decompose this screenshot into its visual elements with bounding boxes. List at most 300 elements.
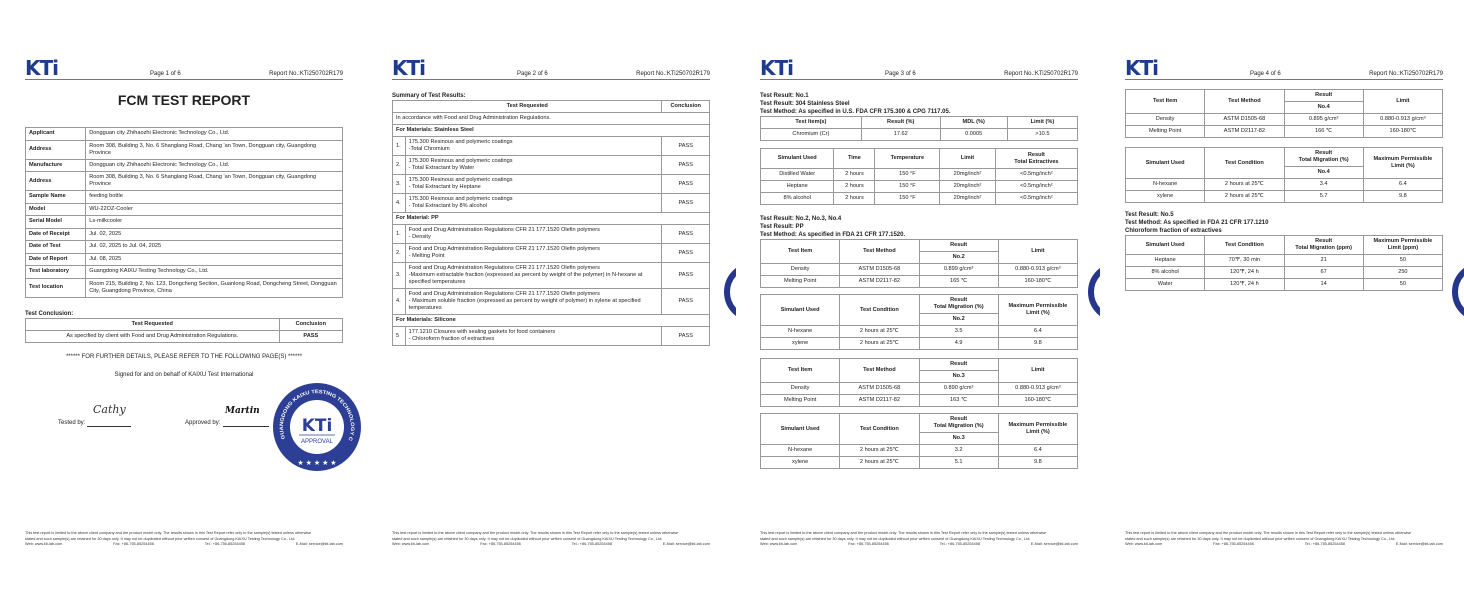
field-value: Dongguan city Zhihaozhi Electronic Technology Co., Ltd. bbox=[86, 128, 343, 141]
table-cell: 4. bbox=[393, 194, 406, 213]
table-cell: 2. bbox=[393, 156, 406, 175]
table-cell: Food and Drug Administration Regulations CFR 21 177.1520 Olefin polymers - Melting Point bbox=[405, 244, 662, 263]
field-label: Manufacture bbox=[26, 159, 86, 172]
report-page-4 bbox=[1125, 58, 1443, 548]
table-cell: MDL (%) bbox=[940, 117, 1007, 129]
table-cell: Limit bbox=[1363, 90, 1442, 114]
table-row bbox=[1126, 267, 1443, 279]
table-row bbox=[1126, 255, 1443, 267]
properties-table-no4 bbox=[1125, 89, 1443, 138]
tested-by-label: Tested by: bbox=[58, 419, 86, 426]
table-cell: Time bbox=[834, 149, 875, 169]
signed-on-behalf: Signed for and on behalf of KAIXU Test International bbox=[114, 371, 254, 378]
table-cell: 6.4 bbox=[998, 326, 1077, 338]
table-row bbox=[393, 225, 710, 244]
table-row bbox=[393, 244, 710, 263]
table-cell: Test Condition bbox=[840, 414, 919, 445]
table-cell: 67 bbox=[1284, 267, 1363, 279]
table-cell: 9.8 bbox=[1363, 191, 1442, 203]
table-cell: ASTM D1505-68 bbox=[840, 383, 919, 395]
table-row bbox=[26, 216, 343, 229]
table-cell: Test Condition bbox=[1205, 236, 1284, 255]
table-cell: 3.2 bbox=[919, 445, 998, 457]
table-cell: PASS bbox=[662, 175, 710, 194]
migration-table-no3 bbox=[760, 413, 1078, 469]
table-cell: Density bbox=[761, 383, 840, 395]
table-cell: 2 hours bbox=[834, 193, 875, 205]
spacer bbox=[1125, 203, 1443, 211]
contact-fax: Fax: +86-755-85254456 bbox=[1213, 542, 1254, 547]
field-value: Room 215, Building 2, No. 123, Dongcheng Section, Guanlong Road, Dongcheng Street, Dongguan City, Guangdong Province, China bbox=[86, 278, 343, 297]
table-row bbox=[761, 326, 1078, 338]
table-cell: Melting Point bbox=[1126, 126, 1205, 138]
conclusion-label: Test Conclusion: bbox=[25, 310, 74, 317]
table-cell: Test Item bbox=[761, 359, 840, 383]
tested-by-line bbox=[87, 426, 131, 427]
table-cell: Test Item bbox=[1126, 90, 1205, 114]
page-header bbox=[392, 58, 710, 80]
svg-text:KTi: KTi bbox=[301, 415, 333, 436]
table-row bbox=[26, 172, 343, 191]
field-label: Test location bbox=[26, 278, 86, 297]
table-cell: PASS bbox=[662, 327, 710, 346]
table-cell: ASTM D2117-82 bbox=[840, 395, 919, 407]
page-header bbox=[1125, 58, 1443, 80]
disclaimer-line: stated and such sample(s) are retained for 30 days only. It may not be duplicated without prior written consent of Guangdong KAIXU Testing Technology Co., Ltd. bbox=[1125, 536, 1396, 541]
table-cell: Simulant Used bbox=[761, 295, 840, 326]
table-cell: Limit bbox=[998, 240, 1077, 264]
table-cell: 0.895 g/cm³ bbox=[1284, 114, 1363, 126]
table-cell: Result bbox=[919, 359, 998, 371]
properties-table-no3 bbox=[760, 358, 1078, 407]
table-cell: 150 °F bbox=[875, 181, 940, 193]
table-row bbox=[393, 125, 710, 137]
field-label: Serial Model bbox=[26, 216, 86, 229]
section-row: For Materials: Silicone bbox=[393, 315, 710, 327]
table-cell: 3. bbox=[393, 263, 406, 289]
table-cell: Test Method bbox=[840, 240, 919, 264]
table-cell: No.4 bbox=[1284, 167, 1363, 179]
field-label: Address bbox=[26, 172, 86, 191]
table-cell: ASTM D2117-82 bbox=[840, 276, 919, 288]
kti-logo: KTi bbox=[1125, 56, 1158, 80]
table-cell: 8% alcohol bbox=[1126, 267, 1205, 279]
table-cell: 150 °F bbox=[875, 193, 940, 205]
table-row bbox=[761, 276, 1078, 288]
report-page-3 bbox=[760, 58, 1078, 548]
table-cell: Result (%) bbox=[861, 117, 940, 129]
extractives-table bbox=[760, 148, 1078, 205]
table-cell: 5.1 bbox=[919, 457, 998, 469]
field-label: Date of Receipt bbox=[26, 228, 86, 241]
field-value: feeding bottle bbox=[86, 191, 343, 204]
signature-area bbox=[25, 379, 356, 471]
table-cell: PASS bbox=[662, 263, 710, 289]
table-cell: Maximum Permissible Limit (%) bbox=[998, 295, 1077, 326]
field-value: Guangdong KAIXU Testing Technology Co., Ltd. bbox=[86, 266, 343, 279]
conclusion-table bbox=[25, 318, 343, 343]
table-cell: Test Requested bbox=[393, 101, 662, 113]
table-cell: 50 bbox=[1363, 255, 1442, 267]
table-cell: No.2 bbox=[919, 252, 998, 264]
table-cell: Maximum Permissible Limit (ppm) bbox=[1363, 236, 1442, 255]
table-cell: 0.899 g/cm³ bbox=[919, 264, 998, 276]
table-cell: Heptane bbox=[1126, 255, 1205, 267]
page-number: Page 4 of 6 bbox=[1250, 71, 1281, 77]
table-row bbox=[26, 203, 343, 216]
table-cell: 50 bbox=[1363, 279, 1442, 291]
table-cell: xylene bbox=[761, 338, 840, 350]
sample-info-table bbox=[25, 127, 343, 298]
table-cell: 0.890 g/cm³ bbox=[919, 383, 998, 395]
page-footer bbox=[1125, 525, 1443, 548]
table-cell: No.3 bbox=[919, 371, 998, 383]
table-row bbox=[761, 193, 1078, 205]
contact-fax: Fax: +86-755-85254456 bbox=[848, 542, 889, 547]
table-cell: 2 hours at 25℃ bbox=[840, 457, 919, 469]
spacer bbox=[1125, 138, 1443, 147]
table-row bbox=[1126, 191, 1443, 203]
contact-row bbox=[25, 542, 343, 548]
table-cell: Melting Point bbox=[761, 276, 840, 288]
table-cell: Result Total Migration (ppm) bbox=[1284, 236, 1363, 255]
table-cell: PASS bbox=[279, 330, 342, 342]
table-cell: As specified by client with Food and Drug Administration Regulations. bbox=[26, 330, 280, 342]
table-cell: Conclusion bbox=[279, 318, 342, 330]
svg-text:APPROVAL: APPROVAL bbox=[301, 438, 333, 445]
table-header-row bbox=[761, 414, 1078, 433]
table-cell: 2 hours at 25℃ bbox=[1205, 191, 1284, 203]
table-cell: Test Method bbox=[1205, 90, 1284, 114]
table-cell: 250 bbox=[1363, 267, 1442, 279]
table-header-row bbox=[761, 295, 1078, 314]
approval-stamp bbox=[271, 381, 363, 473]
table-row bbox=[26, 159, 343, 172]
table-row bbox=[393, 175, 710, 194]
table-row bbox=[26, 228, 343, 241]
disclaimer-line: stated and such sample(s) are retained for 30 days only. It may not be duplicated without prior written consent of Guangdong KAIXU Testing Technology Co., Ltd. bbox=[392, 536, 663, 541]
field-value: Jul. 02, 2025 bbox=[86, 228, 343, 241]
table-cell: Result Total Migration (%) bbox=[919, 295, 998, 314]
table-cell: PASS bbox=[662, 225, 710, 244]
page-number: Page 2 of 6 bbox=[517, 71, 548, 77]
table-cell: 8% alcohol bbox=[761, 193, 834, 205]
table-cell: Result bbox=[1284, 90, 1363, 102]
table-row bbox=[26, 253, 343, 266]
table-row bbox=[26, 241, 343, 254]
table-row bbox=[393, 289, 710, 315]
contact-web: Web: www.kti-lab.com bbox=[1125, 542, 1163, 547]
field-value: Dongguan city Zhihaozhi Electronic Technology Co., Ltd. bbox=[86, 159, 343, 172]
table-cell: Simulant Used bbox=[761, 149, 834, 169]
table-row bbox=[761, 445, 1078, 457]
table-cell: Heptane bbox=[761, 181, 834, 193]
field-label: Model bbox=[26, 203, 86, 216]
page-footer bbox=[25, 525, 343, 548]
disclaimer-line: stated and such sample(s) are retained for 30 days only. It may not be duplicated without prior written consent of Guangdong KAIXU Testing Technology Co., Ltd. bbox=[25, 536, 296, 541]
table-cell: Test Method bbox=[840, 359, 919, 383]
table-cell: Chromium (Cr) bbox=[761, 129, 862, 141]
section-row: For Material: PP bbox=[393, 213, 710, 225]
contact-email: E-Mail: service@kti-lab.com bbox=[662, 542, 710, 547]
table-cell: 17.62 bbox=[861, 129, 940, 141]
spacer bbox=[25, 343, 343, 353]
spacer bbox=[760, 205, 1078, 215]
table-cell: 2 hours at 25℃ bbox=[1205, 179, 1284, 191]
contact-row bbox=[392, 542, 710, 548]
test-result-heading: Test Result: 304 Stainless Steel bbox=[760, 101, 850, 107]
contact-row bbox=[760, 542, 1078, 548]
table-cell: 5 bbox=[393, 327, 406, 346]
next-page-stamp-fragment bbox=[1452, 262, 1464, 332]
field-value: WU-22OZ-Cooler bbox=[86, 203, 343, 216]
table-cell: N-hexane bbox=[761, 445, 840, 457]
summary-label: Summary of Test Results: bbox=[392, 93, 466, 99]
table-row bbox=[393, 156, 710, 175]
table-header-row bbox=[393, 101, 710, 113]
field-label: Test laboratory bbox=[26, 266, 86, 279]
table-header-row bbox=[1126, 90, 1443, 102]
section-row: For Materials: Stainless Steel bbox=[393, 125, 710, 137]
table-cell: 175.300 Resinous and polymeric coatings - Total Extractant by Heptane bbox=[405, 175, 662, 194]
page-footer bbox=[760, 525, 1078, 548]
table-row bbox=[26, 266, 343, 279]
table-row bbox=[761, 129, 1078, 141]
table-row bbox=[393, 194, 710, 213]
contact-row bbox=[1125, 542, 1443, 548]
chloroform-table bbox=[1125, 235, 1443, 291]
table-header-row bbox=[1126, 236, 1443, 255]
table-cell: <0.5mg/inch² bbox=[995, 169, 1077, 181]
tested-by-signature: Cathy bbox=[93, 402, 126, 416]
test-result-heading: Test Method: As specified in U.S. FDA CFR 175.300 & CPG 7117.05. bbox=[760, 109, 951, 115]
table-row bbox=[1126, 114, 1443, 126]
table-row bbox=[761, 338, 1078, 350]
contact-tel: Tel.: +86-755-85254458 bbox=[939, 542, 980, 547]
table-cell: Result bbox=[919, 240, 998, 252]
table-cell: 9.8 bbox=[998, 338, 1077, 350]
field-label: Date of Report bbox=[26, 253, 86, 266]
table-cell: 0.880-0.913 g/cm³ bbox=[998, 264, 1077, 276]
approved-by-label: Approved by: bbox=[185, 419, 221, 426]
table-row bbox=[1126, 279, 1443, 291]
test-result-heading: Test Result: PP bbox=[760, 224, 804, 230]
table-row bbox=[393, 315, 710, 327]
table-row bbox=[1126, 179, 1443, 191]
table-cell: <0.5mg/inch² bbox=[995, 193, 1077, 205]
table-row bbox=[26, 330, 343, 342]
table-cell: <0.5mg/inch² bbox=[995, 181, 1077, 193]
table-cell: PASS bbox=[662, 156, 710, 175]
spacer bbox=[760, 80, 1078, 92]
table-cell: Food and Drug Administration Regulations CFR 21 177.1520 Olefin polymers - Density bbox=[405, 225, 662, 244]
field-value: Ls-milkcooler bbox=[86, 216, 343, 229]
table-cell: Food and Drug Administration Regulations CFR 21 177.1520 Olefin polymers -Maximum extractable fraction (expressed as percent by weight of the polymer) in N-hexane at specified temperatures bbox=[405, 263, 662, 289]
table-cell: 163 ℃ bbox=[919, 395, 998, 407]
field-label: Date of Test bbox=[26, 241, 86, 254]
table-cell: Distilled Water bbox=[761, 169, 834, 181]
contact-email: E-Mail: service@kti-lab.com bbox=[1030, 542, 1078, 547]
table-row bbox=[26, 140, 343, 159]
table-cell: 150 °F bbox=[875, 169, 940, 181]
field-value: Room 308, Building 3, No. 6 Shanglang Road, Chang 'an Town, Dongguan city, Guangdong Province bbox=[86, 172, 343, 191]
table-cell: 21 bbox=[1284, 255, 1363, 267]
section-row: In accordance with Food and Drug Administration Regulations. bbox=[393, 113, 710, 125]
table-header-row bbox=[761, 240, 1078, 252]
report-number: Report No.:KTi250702R179 bbox=[636, 71, 710, 77]
table-cell: 1. bbox=[393, 225, 406, 244]
kti-logo: KTi bbox=[392, 56, 425, 80]
table-cell: 175.300 Resinous and polymeric coatings - Total Extractant by Water bbox=[405, 156, 662, 175]
table-cell: 160-180℃ bbox=[998, 276, 1077, 288]
table-cell: 20mg/inch² bbox=[940, 169, 995, 181]
test-result-heading: Test Method: As specified in FDA 21 CFR 177.1210 bbox=[1125, 220, 1269, 226]
table-cell: Food and Drug Administration Regulations CFR 21 177.1520 Olefin polymers - Maximum soluble fraction (expressed as percent by weight of polymer) in xylene at specified temperatures bbox=[405, 289, 662, 315]
page-header bbox=[25, 58, 343, 80]
table-cell: xylene bbox=[1126, 191, 1205, 203]
page-footer bbox=[392, 525, 710, 548]
table-cell: 70℉, 30 min bbox=[1205, 255, 1284, 267]
kti-logo: KTi bbox=[25, 56, 58, 80]
table-cell: Maximum Permissible Limit (%) bbox=[998, 414, 1077, 445]
table-row bbox=[26, 128, 343, 141]
table-row bbox=[393, 213, 710, 225]
table-cell: 9.8 bbox=[998, 457, 1077, 469]
table-cell: 160-180℃ bbox=[998, 395, 1077, 407]
table-cell: 20mg/inch² bbox=[940, 193, 995, 205]
table-cell: Simulant Used bbox=[1126, 236, 1205, 255]
table-cell: Limit bbox=[998, 359, 1077, 383]
disclaimer-line: This test report is limited to the above client company and the product model only. The results shown in this Test Report refer only to the sample(s) tested unless otherwise bbox=[760, 530, 1047, 535]
further-details-note: ****** FOR FURTHER DETAILS, PLEASE REFER TO THE FOLLOWING PAGE(S) ****** bbox=[65, 353, 303, 360]
report-page-2 bbox=[392, 58, 710, 548]
table-cell: 2 hours at 25℃ bbox=[840, 326, 919, 338]
table-cell: ASTM D2117-82 bbox=[1205, 126, 1284, 138]
test-result-heading: Chloroform fraction of extractives bbox=[1125, 228, 1222, 234]
table-cell: Simulant Used bbox=[761, 414, 840, 445]
table-row bbox=[393, 263, 710, 289]
summary-table bbox=[392, 100, 710, 346]
table-cell: Density bbox=[761, 264, 840, 276]
disclaimer-line: This test report is limited to the above client company and the product model only. The results shown in this Test Report refer only to the sample(s) tested unless otherwise bbox=[392, 530, 679, 535]
table-cell: Result Total Migration (%) bbox=[1284, 148, 1363, 167]
table-cell: 175.300 Resinous and polymeric coatings -Total Chromium bbox=[405, 137, 662, 156]
table-cell: 165 ℃ bbox=[919, 276, 998, 288]
table-cell: 1. bbox=[393, 137, 406, 156]
table-cell: PASS bbox=[662, 244, 710, 263]
table-cell: Result Total Extractives bbox=[995, 149, 1077, 169]
contact-fax: Fax: +86-755-85254456 bbox=[113, 542, 154, 547]
page-header bbox=[760, 58, 1078, 80]
next-page-stamp-fragment bbox=[1088, 262, 1100, 332]
disclaimer-line: This test report is limited to the above client company and the product model only. The results shown in this Test Report refer only to the sample(s) tested unless otherwise bbox=[1125, 530, 1412, 535]
field-value: Jul. 08, 2025 bbox=[86, 253, 343, 266]
table-cell: 2 hours bbox=[834, 181, 875, 193]
spacer bbox=[1125, 80, 1443, 89]
table-cell: 6.4 bbox=[998, 445, 1077, 457]
table-cell: 5.7 bbox=[1284, 191, 1363, 203]
test-result-heading: Test Method: As specified in FDA 21 CFR 177.1520. bbox=[760, 232, 906, 238]
table-cell: PASS bbox=[662, 289, 710, 315]
table-cell: No.3 bbox=[919, 433, 998, 445]
contact-tel: Tel.: +86-755-85254458 bbox=[1304, 542, 1345, 547]
table-row bbox=[393, 137, 710, 156]
page-number: Page 1 of 6 bbox=[150, 71, 181, 77]
table-cell: N-hexane bbox=[1126, 179, 1205, 191]
page-number: Page 3 of 6 bbox=[885, 71, 916, 77]
table-cell: Test Condition bbox=[1205, 148, 1284, 179]
next-page-stamp-fragment bbox=[724, 262, 736, 332]
table-cell: 0.880-0.913 g/cm³ bbox=[998, 383, 1077, 395]
table-row bbox=[761, 383, 1078, 395]
table-header-row bbox=[1126, 148, 1443, 167]
table-cell: 2. bbox=[393, 244, 406, 263]
table-cell: xylene bbox=[761, 457, 840, 469]
table-cell: Temperature bbox=[875, 149, 940, 169]
table-cell: ASTM D1505-68 bbox=[840, 264, 919, 276]
table-row bbox=[761, 181, 1078, 193]
field-label: Sample Name bbox=[26, 191, 86, 204]
svg-text:★ ★ ★ ★ ★: ★ ★ ★ ★ ★ bbox=[297, 459, 337, 467]
properties-table-no2 bbox=[760, 239, 1078, 288]
table-row bbox=[761, 264, 1078, 276]
report-number: Report No.:KTi250702R179 bbox=[1004, 71, 1078, 77]
table-cell: Maximum Permissible Limit (%) bbox=[1363, 148, 1442, 179]
table-row bbox=[761, 457, 1078, 469]
table-cell: Melting Point bbox=[761, 395, 840, 407]
field-label: Address bbox=[26, 140, 86, 159]
disclaimer-line: stated and such sample(s) are retained for 30 days only. It may not be duplicated without prior written consent of Guangdong KAIXU Testing Technology Co., Ltd. bbox=[760, 536, 1031, 541]
table-cell: PASS bbox=[662, 137, 710, 156]
spacer bbox=[392, 80, 710, 92]
report-number: Report No.:KTi250702R179 bbox=[1369, 71, 1443, 77]
table-cell: 177.1210 Closures with sealing gaskets for food containers - Chloroform fraction of extractives bbox=[405, 327, 662, 346]
table-cell: 3.4 bbox=[1284, 179, 1363, 191]
table-cell: Test Item bbox=[761, 240, 840, 264]
table-cell: No.4 bbox=[1284, 102, 1363, 114]
table-cell: Density bbox=[1126, 114, 1205, 126]
contact-web: Web: www.kti-lab.com bbox=[25, 542, 63, 547]
field-value: Room 308, Building 3, No. 6 Shanglang Road, Chang 'an Town, Dongguan city, Guangdong Province bbox=[86, 140, 343, 159]
table-cell: 3.5 bbox=[919, 326, 998, 338]
table-cell: 0.880-0.913 g/cm³ bbox=[1363, 114, 1442, 126]
table-cell: No.2 bbox=[919, 314, 998, 326]
contact-web: Web: www.kti-lab.com bbox=[760, 542, 798, 547]
table-cell: ASTM D1505-68 bbox=[1205, 114, 1284, 126]
spacer bbox=[760, 141, 1078, 148]
table-row bbox=[26, 191, 343, 204]
kti-logo: KTi bbox=[760, 56, 793, 80]
table-cell: Result Total Migration (%) bbox=[919, 414, 998, 433]
table-cell: 6.4 bbox=[1363, 179, 1442, 191]
table-cell: 2 hours at 25℃ bbox=[840, 338, 919, 350]
approved-by-line bbox=[223, 426, 269, 427]
disclaimer-line: This test report is limited to the above client company and the product model only. The results shown in this Test Report refer only to the sample(s) tested unless otherwise bbox=[25, 530, 312, 535]
table-row bbox=[1126, 126, 1443, 138]
test-result-heading: Test Result: No.5 bbox=[1125, 212, 1174, 218]
spacer bbox=[760, 350, 1078, 358]
migration-table-no2 bbox=[760, 294, 1078, 350]
table-cell: Test Item(s) bbox=[761, 117, 862, 129]
contact-email: E-Mail: service@kti-lab.com bbox=[295, 542, 343, 547]
contact-fax: Fax: +86-755-85254456 bbox=[480, 542, 521, 547]
table-cell: 3. bbox=[393, 175, 406, 194]
table-header-row bbox=[761, 117, 1078, 129]
table-cell: Water bbox=[1126, 279, 1205, 291]
approved-by-signature: Martin bbox=[225, 405, 260, 416]
table-cell: 4.9 bbox=[919, 338, 998, 350]
table-cell: Test Requested bbox=[26, 318, 280, 330]
